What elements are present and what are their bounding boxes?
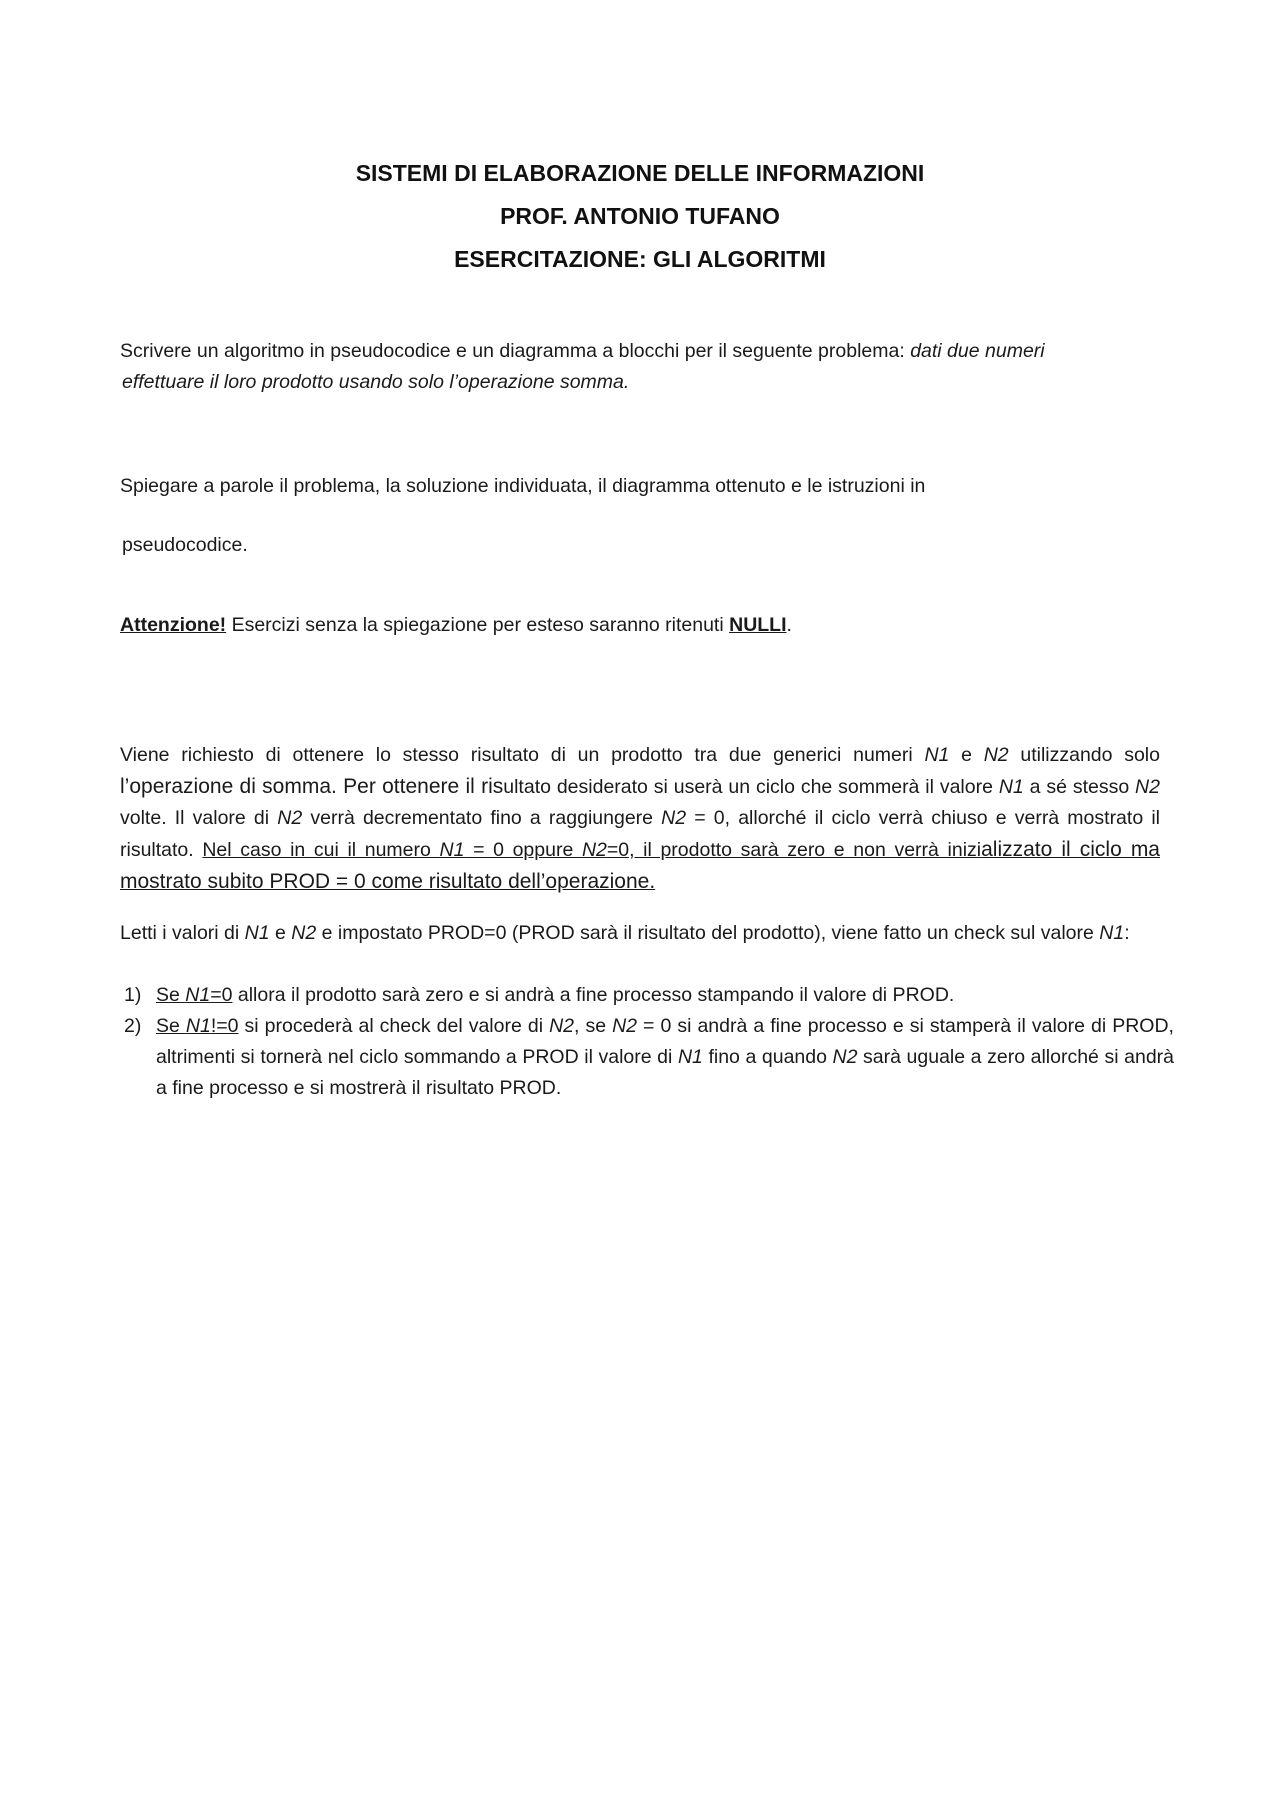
list-text: sarà uguale a zero allorché si andrà a fine processo e si mostrerà il risultato PROD. (156, 1046, 1175, 1099)
solution-text: ultato desiderato si userà un ciclo che sommerà il valore (503, 776, 999, 798)
solution-underlined (120, 839, 1160, 893)
solution-text: l’operazione di somma. Per ottenere il ris (120, 775, 504, 798)
list-text: allora il prodotto sarà zero e si andrà a fine processo stampando il valore di PROD. (232, 984, 955, 1006)
check-paragraph (120, 918, 1174, 949)
assignment-italic-1: dati due numeri (910, 340, 1045, 362)
check-text: Letti i valori di (120, 922, 245, 944)
var-n2: N2 (549, 1015, 574, 1037)
condition-text: Se (156, 984, 186, 1006)
list-number: 2) (124, 1015, 142, 1037)
condition-text: !=0 (210, 1015, 239, 1037)
solution-text: = 0 oppure (464, 839, 582, 861)
var-n2: N2 (1135, 776, 1160, 798)
var-n2: N2 (291, 922, 317, 944)
list-item (120, 980, 1174, 1011)
solution-text: verrà decrementato fino a raggiungere (302, 807, 662, 829)
solution-text: = 0, allorché il ciclo verrà chiuso e verrà mostrato il risultato. (120, 807, 1160, 861)
warning-label: Attenzione! (120, 614, 227, 636)
solution-text: volte. Il valore di (120, 807, 278, 829)
exercise-title: ESERCITAZIONE: GLI ALGORITMI (454, 246, 826, 272)
solution-text: alizzato il ciclo ma mostrato subito PROD = 0 come risultato dell’operazione. (120, 838, 1160, 893)
var-n2: N2 (277, 807, 303, 829)
var-n2: N2 (983, 744, 1009, 766)
warning-end: . (786, 614, 792, 636)
list-condition (156, 984, 232, 1006)
list-number: 1) (124, 984, 142, 1006)
list-item (120, 1011, 1174, 1104)
var-n2: N2 (661, 807, 687, 829)
var-n1: N1 (677, 1046, 703, 1068)
professor-name: PROF. ANTONIO TUFANO (500, 203, 780, 229)
var-n1: N1 (185, 1015, 211, 1037)
document-header (0, 152, 1280, 281)
solution-text: utilizzando solo (1008, 744, 1160, 766)
solution-text: a sé stesso (1023, 776, 1136, 798)
var-n2: N2 (581, 839, 607, 861)
var-n2: N2 (832, 1046, 858, 1068)
solution-text: e (949, 744, 984, 766)
list-condition (156, 1015, 238, 1037)
var-n1: N1 (185, 984, 211, 1006)
solution-text: Viene richiesto di ottenere lo stesso risultato di un prodotto tra due generici numeri (120, 744, 925, 766)
list-text: si procederà al check del valore di (238, 1015, 550, 1037)
solution-text: inizi (947, 839, 982, 861)
check-text: e impostato PROD=0 (PROD sarà il risultato del prodotto), viene fatto un check sul valore (316, 922, 1100, 944)
explain-paragraph-end: pseudocodice. (122, 534, 248, 556)
solution-paragraph (120, 740, 1160, 898)
assignment-text: Scrivere un algoritmo in pseudocodice e un diagramma a blocchi per il seguente problema: (120, 340, 911, 362)
var-n2: N2 (612, 1015, 638, 1037)
var-n1: N1 (244, 922, 270, 944)
assignment-paragraph (120, 336, 1174, 398)
warning-emphasis: NULLI (729, 614, 787, 636)
assignment-italic-2: effettuare il loro prodotto usando solo l’operazione somma. (122, 371, 630, 393)
var-n1: N1 (924, 744, 950, 766)
warning-paragraph (120, 610, 1174, 641)
solution-text: =0, il prodotto sarà zero e non verrà (606, 839, 948, 861)
solution-text: Nel caso in cui il numero (202, 839, 440, 861)
numbered-list (120, 980, 1174, 1104)
course-title: SISTEMI DI ELABORAZIONE DELLE INFORMAZIONI (355, 160, 925, 186)
condition-text: =0 (210, 984, 233, 1006)
list-text: = 0 si andrà a fine processo e si stamperà il valore di PROD, altrimenti si tornerà nel ciclo sommando a PROD il valore di (156, 1015, 1174, 1068)
warning-text: Esercizi senza la spiegazione per esteso saranno ritenuti (226, 614, 730, 636)
list-text: , se (574, 1015, 613, 1037)
var-n1: N1 (1099, 922, 1125, 944)
explain-paragraph: Spiegare a parole il problema, la soluzione individuata, il diagramma ottenuto e le istruzioni in (120, 475, 926, 497)
condition-text: Se (156, 1015, 186, 1037)
list-text: fino a quando (702, 1046, 833, 1068)
var-n1: N1 (439, 839, 465, 861)
var-n1: N1 (998, 776, 1024, 798)
check-text: : (1124, 922, 1130, 944)
check-text: e (269, 922, 292, 944)
